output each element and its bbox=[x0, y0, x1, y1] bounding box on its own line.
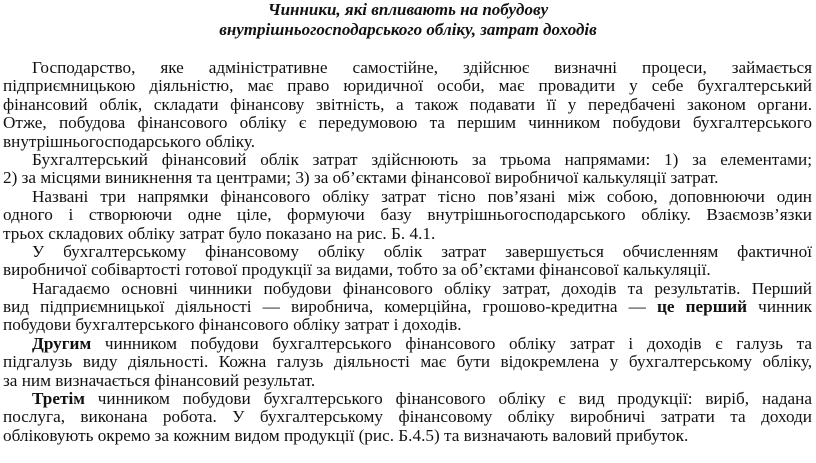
text-run: чинником побудови бухгалтерського фінансового обліку затрат і доходів є галузь та bbox=[91, 333, 812, 353]
title-line: внутрішньогосподарського обліку, затрат доходів bbox=[219, 20, 597, 39]
text-line: підприємницькою діяльністю, має право юридичної особи, має провадити у себе бухгалтерський bbox=[3, 76, 812, 96]
text-run: чинником побудови бухгалтерського фінансового обліку є вид продукції: виріб, надана bbox=[84, 389, 812, 409]
text-line: фінансовий облік, складати фінансову звітність, а також подавати її у передбачені законом органи. bbox=[3, 94, 812, 114]
document-body bbox=[3, 59, 812, 445]
text-line: підгалузь виду діяльності. Кожна галузь діяльності має бути відокремлена у бухгалтерському обліку, bbox=[3, 352, 812, 372]
text-line: за ним визначається фінансовий результат. bbox=[3, 370, 316, 390]
text-line: побудови бухгалтерського фінансового обліку затрат і доходів. bbox=[3, 315, 462, 335]
text-line: внутрішньогосподарського обліку. bbox=[3, 131, 255, 151]
text-line: Господарство, яке адміністративне самостійне, здійснює визначні процеси, займається bbox=[32, 58, 812, 77]
text-line-mixed bbox=[3, 335, 812, 353]
emphasis-third-factor: Третім bbox=[32, 389, 85, 409]
text-line: 2) за місцями виникнення та центрами; 3) за об’єктами фінансової виробничої калькуляції затрат. bbox=[3, 168, 719, 188]
document-title bbox=[0, 0, 816, 40]
title-line: Чинники, які впливають на побудову bbox=[267, 0, 549, 19]
text-run: вид підприємницької діяльності — виробнича, комерційна, грошово-кредитна — bbox=[3, 297, 657, 317]
text-line: одного і створюючи одне ціле, формуючи базу внутрішньогосподарського обліку. Взаємозв’язки bbox=[3, 205, 812, 225]
text-line: Бухгалтерський фінансовий облік затрат здійснюють за трьома напрямами: 1) за елементами; bbox=[32, 149, 812, 169]
emphasis-second-factor: Другим bbox=[32, 333, 92, 353]
emphasis-first-factor: це перший bbox=[657, 297, 748, 317]
text-line: Отже, побудова фінансового обліку є передумовою та першим чинником побудови бухгалтерського bbox=[3, 113, 812, 133]
text-line: У бухгалтерському фінансовому обліку облік затрат завершується обчисленням фактичної bbox=[32, 241, 812, 261]
text-line: обліковують окремо за кожним видом продукції (рис. Б.4.5) та визначають валовий прибуток. bbox=[3, 425, 689, 445]
text-line-mixed bbox=[3, 298, 812, 316]
text-line: трьох складових обліку затрат було показано на рис. Б. 4.1. bbox=[3, 223, 436, 243]
text-line: виробничої собівартості готової продукції за видами, тобто за об’єктами фінансової калькуляції. bbox=[3, 260, 711, 280]
text-line: послуга, виконана робота. У бухгалтерському фінансовому обліку виробничі затрати та доходи bbox=[3, 407, 812, 427]
text-line: Названі три напрямки фінансового обліку затрат тісно пов’язані між собою, доповнюючи один bbox=[32, 186, 812, 206]
text-line: Нагадаємо основні чинники побудови фінансового обліку затрат, доходів та результатів. Перший bbox=[32, 278, 812, 298]
text-line-mixed bbox=[3, 390, 812, 408]
text-run: чинник bbox=[747, 297, 812, 317]
